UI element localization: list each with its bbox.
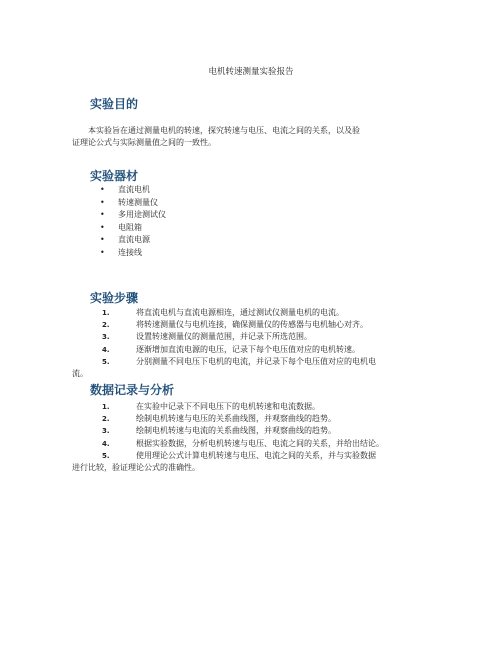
step-text: 分别测量不同电压下电机的电流，并记录下每个电压值对应的电机电 xyxy=(136,356,376,366)
equipment-item-label: 多用途测试仪 xyxy=(118,210,166,220)
analysis-list xyxy=(72,401,438,474)
list-item xyxy=(72,319,438,331)
section-heading-objective: 实验目的 xyxy=(90,97,139,111)
list-item xyxy=(100,209,166,222)
procedure-list xyxy=(72,307,438,380)
equipment-list xyxy=(100,184,166,260)
equipment-item-label: 直流电机 xyxy=(118,185,150,194)
equipment-item-label: 直流电源 xyxy=(118,235,150,245)
objective-line-1: 本实验旨在通过测量电机的转速，探究转速与电压、电流之间的关系，以及验 xyxy=(88,126,360,135)
step-text: 绘制电机转速与电压的关系曲线图，并观察曲线的趋势。 xyxy=(136,414,336,424)
bullet-icon: • xyxy=(100,247,105,257)
list-item xyxy=(100,222,166,235)
list-item xyxy=(100,247,166,260)
bullet-icon: • xyxy=(100,185,105,194)
equipment-item-label: 电阻箱 xyxy=(118,222,142,232)
step-text: 在实验中记录下不同电压下的电机转速和电流数据。 xyxy=(136,402,320,411)
equipment-item-label: 转速测量仪 xyxy=(118,197,158,207)
step-text-continuation: 进行比较，验证理论公式的准确性。 xyxy=(72,463,200,473)
section-heading-equipment: 实验器材 xyxy=(90,169,139,183)
section-heading-analysis: 数据记录与分析 xyxy=(90,383,175,397)
step-text: 使用理论公式计算电机转速与电压、电流之间的关系，并与实验数据 xyxy=(136,450,376,460)
step-number: 5. xyxy=(102,451,110,460)
document-title: 电机转速测量实验报告 xyxy=(208,67,294,77)
step-text: 绘制电机转速与电流的关系曲线图，并观察曲线的趋势。 xyxy=(136,426,336,436)
step-number: 4. xyxy=(102,345,110,354)
objective-line-2: 证理论公式与实际测量值之间的一致性。 xyxy=(72,138,216,147)
step-text: 将转速测量仪与电机连接，确保测量仪的传感器与电机轴心对齐。 xyxy=(136,320,368,330)
list-item xyxy=(100,197,166,210)
list-item xyxy=(72,438,438,450)
list-item xyxy=(72,450,438,474)
step-text: 逐渐增加直流电源的电压，记录下每个电压值对应的电机转速。 xyxy=(136,344,360,354)
list-item xyxy=(72,413,438,425)
step-text: 根据实验数据，分析电机转速与电压、电流之间的关系，并给出结论。 xyxy=(136,438,384,448)
list-item xyxy=(72,356,438,380)
bullet-icon: • xyxy=(100,210,105,220)
list-item xyxy=(100,184,166,197)
step-text: 将直流电机与直流电源相连，通过测试仪测量电机的电流。 xyxy=(136,308,344,317)
step-text-continuation: 流。 xyxy=(72,369,88,379)
step-number: 4. xyxy=(102,439,110,448)
list-item xyxy=(72,331,438,343)
step-number: 5. xyxy=(102,357,110,366)
bullet-icon: • xyxy=(100,222,105,232)
bullet-icon: • xyxy=(100,197,105,207)
step-number: 2. xyxy=(102,321,110,330)
step-number: 3. xyxy=(102,427,110,436)
step-number: 2. xyxy=(102,415,110,424)
objective-paragraph xyxy=(72,125,424,149)
step-number: 1. xyxy=(102,309,110,317)
step-number: 3. xyxy=(102,333,110,342)
list-item xyxy=(72,401,438,413)
step-text: 设置转速测量仪的测量范围，并记录下所选范围。 xyxy=(136,332,312,342)
list-item xyxy=(72,307,438,319)
step-number: 1. xyxy=(102,403,110,411)
bullet-icon: • xyxy=(100,235,105,245)
list-item xyxy=(72,344,438,356)
list-item xyxy=(100,234,166,247)
list-item xyxy=(72,425,438,437)
section-heading-procedure: 实验步骤 xyxy=(90,291,139,305)
equipment-item-label: 连接线 xyxy=(118,247,142,257)
